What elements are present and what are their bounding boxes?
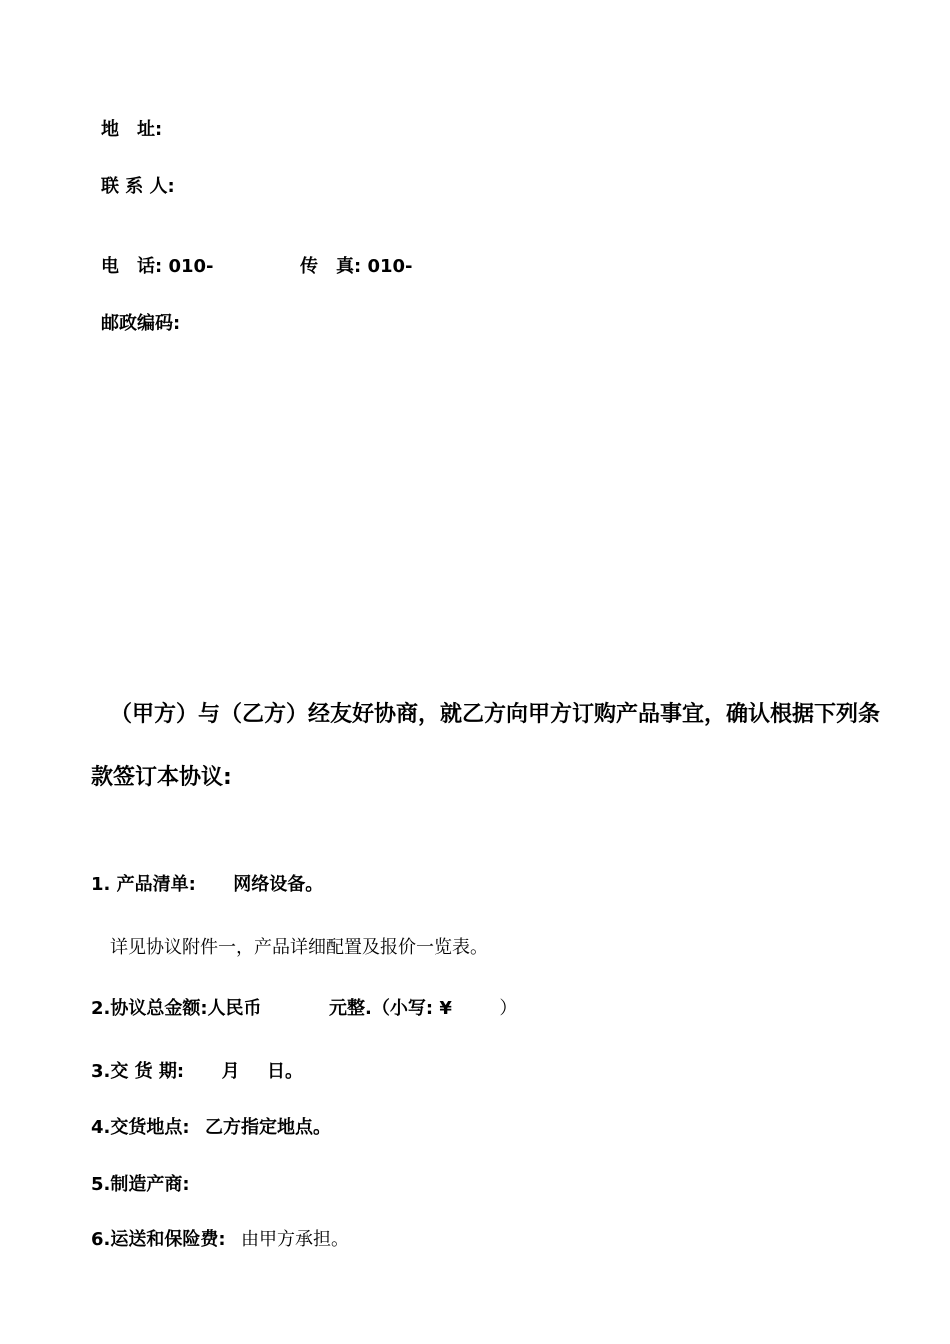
clause-4-value: 乙方指定地点。 bbox=[205, 1117, 332, 1138]
clause-3-month: 月 bbox=[221, 1061, 240, 1082]
clause-2-label: 2.协议总金额:人民币 bbox=[91, 998, 262, 1019]
clause-3-label: 3.交 货 期: bbox=[91, 1061, 185, 1082]
clause-1-label: 1. 产品清单: bbox=[91, 874, 196, 895]
clause-1-note: 详见协议附件一，产品详细配置及报价一览表。 bbox=[110, 937, 488, 958]
intro-line-2: 款签订本协议: bbox=[91, 765, 232, 790]
clause-6-label: 6.运送和保险费: bbox=[91, 1229, 226, 1250]
clause-1-value: 网络设备。 bbox=[233, 874, 324, 895]
fax-label: 传 真: 010- bbox=[300, 256, 413, 277]
clause-5-label: 5.制造产商: bbox=[91, 1174, 190, 1195]
clause-4-label: 4.交货地点: bbox=[91, 1117, 190, 1138]
clause-6-value: 由甲方承担。 bbox=[241, 1229, 350, 1250]
phone-label: 电 话: 010- bbox=[101, 256, 214, 277]
intro-line-1: （甲方）与（乙方）经友好协商，就乙方向甲方订购产品事宜，确认根据下列条 bbox=[110, 702, 881, 727]
clause-1 bbox=[91, 870, 323, 896]
clause-2 bbox=[91, 994, 517, 1020]
clause-3-day: 日。 bbox=[267, 1061, 304, 1082]
postcode-label: 邮政编码: bbox=[101, 313, 181, 334]
clause-6 bbox=[91, 1225, 349, 1251]
clause-2-mid: 元整.（小写: ¥ bbox=[329, 998, 452, 1019]
address-label: 地 址: bbox=[101, 119, 163, 140]
clause-2-end: ） bbox=[499, 998, 518, 1019]
clause-3 bbox=[91, 1057, 303, 1083]
clause-4 bbox=[91, 1113, 331, 1139]
contact-label: 联 系 人: bbox=[101, 176, 175, 197]
